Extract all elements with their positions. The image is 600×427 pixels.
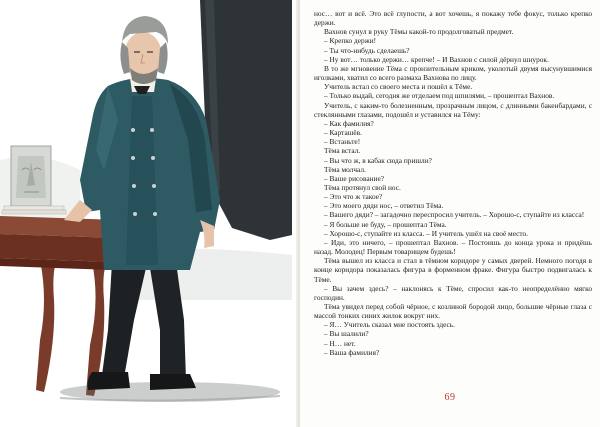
text-paragraph: – Н… нет. — [324, 338, 356, 348]
text-paragraph: – Вы что ж, в кабак сюда пришли? — [324, 155, 432, 165]
text-paragraph: – Только выдай, сегодня же отделаем под шпилями, – прошептал Вахнов. — [324, 91, 555, 101]
illustration-page — [0, 0, 298, 427]
text-paragraph: нос… вот и всё. Это всё глупости, а вот хочешь, я покажу тебе фокус, только крепко держи. — [314, 9, 592, 28]
text-paragraph: – Вашего дяди? – загадочно переспросил учитель. – Хорошо-с, ступайте из класса! — [324, 210, 585, 220]
text-paragraph: – Вы зачем здесь? – наклонясь к Тёме, спросил как-то неопределённо мягко господин. — [314, 283, 592, 302]
text-paragraph: – Я… Учитель сказал мне постоять здесь. — [324, 320, 455, 330]
text-paragraph: В то же мгновение Тёма с пронзительным криком, уколотый двумя высунувшимися иголками, хватил со всего размаха Вахнова по лицу. — [314, 63, 592, 83]
text-paragraph: Учитель встал со своего места и пошёл к Тёме. — [324, 82, 473, 92]
text-paragraph: – Крепко держи! — [324, 36, 377, 46]
page-number: 69 — [444, 392, 456, 403]
text-paragraph: Тёма увидел перед собой чёрное, с козлиной бородой лицо, большие чёрные глаза с массой тонких синих жилок вокруг них. — [314, 302, 592, 321]
text-paragraph: – Как фамилия? — [324, 118, 374, 128]
teacher-figure — [64, 16, 220, 390]
text-paragraph: – Я больше не буду, – прошептал Тёма. — [324, 219, 447, 229]
teacher-illustration — [0, 0, 298, 427]
wooden-table — [0, 216, 120, 396]
text-paragraph: – Хорошо-с, ступайте из класса. – И учитель ушёл на своё место. — [324, 228, 529, 238]
text-paragraph: – Ваше рисование? — [324, 173, 384, 183]
story-text — [314, 9, 592, 357]
text-paragraph: – Встаньте! — [324, 137, 361, 147]
text-paragraph: Тёма протянул свой нос. — [324, 182, 401, 192]
text-paragraph: Учитель, с каким-то болезненным, прозрачным лицом, с длинными бакенбардами, с стеклянными глазами, подошёл и уставился на Тёму: — [314, 100, 592, 119]
text-paragraph: – Иди, это ничего, – прошептал Вахнов. – Постоишь до конца урока и придёшь назад. Молодец! Первым товарищем будешь! — [314, 237, 592, 257]
text-paragraph: – Карташёв. — [324, 128, 362, 138]
text-paragraph: Вахнов сунул в руку Тёмы какой-то продолговатый предмет. — [324, 27, 514, 37]
text-paragraph: – Это моего дяди нос, – ответил Тёма. — [324, 201, 444, 211]
text-paragraph: – Это что ж такое? — [324, 192, 383, 202]
text-paragraph: Тёма молчал. — [324, 164, 366, 174]
text-paragraph: – Ваша фамилия? — [324, 347, 380, 357]
text-paragraph: – Ну вот… только держи… крепче! – И Вахнов с силой дёрнул шнурок. — [324, 54, 549, 64]
text-paragraph: – Вы шалили? — [324, 329, 369, 339]
text-paragraph: Тёма встал. — [324, 146, 361, 156]
text-page — [300, 0, 600, 427]
plaster-cast — [11, 146, 51, 206]
text-paragraph: – Ты что-нибудь сделаешь? — [324, 45, 410, 55]
text-paragraph: Тёма вышел из класса и стал в тёмном коридоре у самых дверей. Немного погодя в конце коридора показалась фигура в форменном фраке. Фигура быстро подвигалась к Тёме. — [314, 256, 592, 284]
